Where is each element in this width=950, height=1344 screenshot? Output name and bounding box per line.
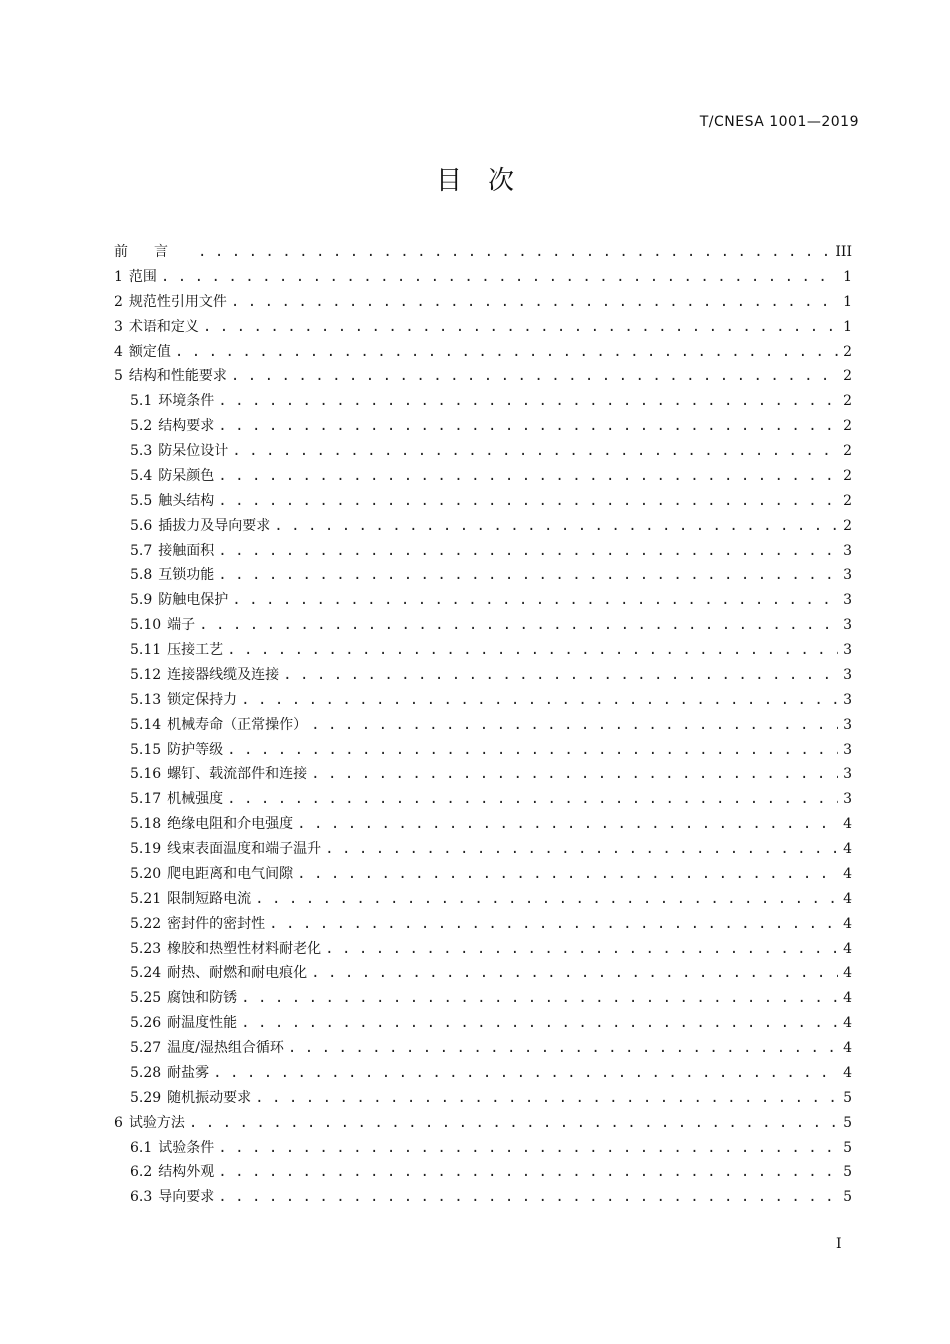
toc-entry[interactable]: [114, 1011, 852, 1036]
toc-entry-number: 5.24: [130, 965, 162, 982]
toc-entry[interactable]: [114, 1036, 852, 1061]
toc-entry-page: 2: [843, 443, 852, 459]
toc-entry[interactable]: [114, 290, 852, 315]
toc-entry-page: 1: [843, 318, 852, 335]
toc-entry[interactable]: [114, 663, 852, 688]
toc-entry-title: 环境条件: [158, 393, 215, 410]
dot-leader: [198, 240, 831, 265]
toc-entry-page: 4: [843, 915, 852, 932]
dot-leader: [241, 1011, 838, 1036]
toc-entry-number: 5.12: [130, 666, 162, 683]
toc-entry-page: 3: [843, 542, 852, 559]
toc-entry-title: 插拔力及导向要求: [158, 517, 271, 534]
toc-entry-title: 试验方法: [128, 1114, 185, 1131]
toc-entry-page: 1: [843, 293, 852, 310]
toc-entry-page: 4: [843, 965, 852, 982]
toc-entry[interactable]: [114, 389, 852, 414]
toc-entry-number: 1: [114, 268, 123, 285]
toc-entry-number: 5.14: [130, 716, 162, 733]
toc-entry-title: 规范性引用文件: [128, 293, 227, 310]
dot-leader: [274, 514, 838, 539]
page-number: I: [836, 1236, 842, 1252]
dot-leader: [218, 1160, 838, 1185]
toc-entry[interactable]: [114, 240, 852, 265]
toc-entry-title: 橡胶和热塑性材料耐老化: [167, 940, 322, 957]
toc-title: 目次: [435, 166, 540, 196]
toc-entry[interactable]: [114, 1136, 852, 1161]
dot-leader: [255, 887, 838, 912]
toc-entry-title: 范围: [128, 268, 157, 285]
toc-entry-title: 腐蚀和防锈: [167, 990, 238, 1007]
dot-leader: [189, 1111, 838, 1136]
dot-leader: [297, 812, 838, 837]
toc-entry-page: 3: [843, 741, 852, 758]
toc-entry[interactable]: [114, 539, 852, 564]
toc-entry-number: 5.25: [130, 990, 162, 1007]
toc-entry[interactable]: [114, 563, 852, 588]
toc-entry-page: 4: [843, 890, 852, 907]
toc-entry-number: 5.18: [130, 816, 162, 833]
toc-entry-title: 触头结构: [158, 492, 215, 509]
toc-entry-page: 4: [843, 841, 852, 857]
dot-leader: [297, 862, 838, 887]
toc-entry-number: 4: [114, 343, 123, 360]
dot-leader: [199, 613, 838, 638]
dot-leader: [218, 1136, 838, 1161]
toc-entry[interactable]: [114, 1086, 852, 1111]
toc-entry-title: 耐温度性能: [167, 1015, 238, 1032]
toc-entry-number: 5.23: [130, 940, 162, 957]
dot-leader: [227, 738, 838, 763]
toc-entry-number: 5.10: [130, 617, 162, 634]
dot-leader: [232, 439, 838, 464]
toc-entry[interactable]: [114, 588, 852, 613]
toc-entry-title: 接触面积: [158, 542, 215, 559]
dot-leader: [218, 563, 838, 588]
toc-entry-title: 结构外观: [158, 1164, 215, 1181]
dot-leader: [203, 315, 838, 340]
toc-entry-title: 绝缘电阻和介电强度: [167, 816, 294, 833]
toc-entry-number: 5.28: [130, 1064, 162, 1081]
toc-entry[interactable]: [114, 1160, 852, 1185]
toc-entry[interactable]: [114, 1185, 852, 1210]
toc-entry-title: 前言: [114, 244, 194, 260]
toc-entry-title: 额定值: [128, 343, 171, 360]
toc-entry-page: 3: [843, 617, 852, 634]
toc-entry-page: 3: [843, 567, 852, 584]
toc-entry-page: III: [835, 244, 852, 260]
toc-entry-page: 2: [843, 368, 852, 385]
toc-entry-number: 5.16: [130, 766, 162, 783]
toc-entry-number: 6.2: [130, 1164, 153, 1181]
toc-entry[interactable]: [114, 787, 852, 812]
dot-leader: [269, 912, 838, 937]
toc-entry[interactable]: [114, 265, 852, 290]
toc-entry-page: 2: [843, 492, 852, 509]
toc-entry-number: 5.5: [130, 492, 153, 509]
toc-entry-title: 螺钉、载流部件和连接: [167, 766, 308, 783]
toc-entry-title: 防护等级: [167, 741, 224, 758]
toc-entry-page: 4: [843, 1015, 852, 1032]
toc-entry-page: 5: [843, 1164, 852, 1181]
toc-entry-page: 5: [843, 1189, 852, 1206]
toc-entry-page: 4: [843, 816, 852, 833]
toc-entry-page: 3: [843, 691, 852, 708]
toc-entry-title: 温度/湿热组合循环: [167, 1040, 284, 1056]
toc-entry-title: 试验条件: [158, 1139, 215, 1156]
toc-entry-title: 结构和性能要求: [128, 368, 227, 385]
toc-entry-number: 5.26: [130, 1015, 162, 1032]
toc-entry-title: 随机振动要求: [167, 1089, 252, 1106]
toc-entry-number: 3: [114, 318, 123, 335]
toc-entry-number: 5.20: [130, 865, 162, 882]
toc-entry-number: 2: [114, 293, 123, 310]
toc-entry-title: 防呆位设计: [158, 443, 229, 459]
toc-entry-number: 6.1: [130, 1139, 153, 1156]
toc-entry-page: 4: [843, 940, 852, 957]
toc-entry-page: 5: [843, 1139, 852, 1156]
dot-leader: [218, 1185, 838, 1210]
toc-entry-title: 机械寿命（正常操作）: [167, 716, 308, 733]
toc-entry-number: 5.22: [130, 915, 162, 932]
toc-entry-title: 导向要求: [158, 1189, 215, 1206]
dot-leader: [213, 1061, 838, 1086]
toc-entry[interactable]: [114, 340, 852, 365]
toc-entry-number: 6: [114, 1114, 123, 1131]
dot-leader: [325, 837, 838, 862]
toc-entry-title: 耐盐雾: [167, 1064, 210, 1081]
toc-entry-page: 2: [843, 393, 852, 410]
toc-entry-number: 5.27: [130, 1040, 162, 1056]
toc-entry-number: 5.15: [130, 741, 162, 758]
toc-entry[interactable]: [114, 364, 852, 389]
toc-entry-number: 5.2: [130, 418, 153, 435]
toc-entry-number: 5.17: [130, 791, 162, 808]
toc-entry-number: 5.9: [130, 592, 153, 609]
toc-entry[interactable]: [114, 1111, 852, 1136]
toc-entry-number: 5.11: [130, 642, 162, 658]
dot-leader: [232, 588, 838, 613]
toc-entry-page: 3: [843, 642, 852, 658]
toc-entry-page: 1: [843, 268, 852, 285]
dot-leader: [255, 1086, 838, 1111]
dot-leader: [218, 489, 838, 514]
toc-entry-title: 耐热、耐燃和耐电痕化: [167, 965, 308, 982]
toc-entry-page: 3: [843, 766, 852, 783]
toc-entry[interactable]: [114, 762, 852, 787]
dot-leader: [218, 389, 838, 414]
toc-entry[interactable]: [114, 887, 852, 912]
toc-entry-page: 3: [843, 716, 852, 733]
toc-entry-number: 5.13: [130, 691, 162, 708]
dot-leader: [227, 638, 838, 663]
toc-entry[interactable]: [114, 489, 852, 514]
toc-entry[interactable]: [114, 514, 852, 539]
toc-entry-title: 结构要求: [158, 418, 215, 435]
dot-leader: [325, 937, 838, 962]
toc-entry-page: 2: [843, 418, 852, 435]
dot-leader: [311, 961, 838, 986]
toc-entry[interactable]: [114, 986, 852, 1011]
toc-entry-page: 5: [843, 1114, 852, 1131]
dot-leader: [227, 787, 838, 812]
document-id: T/CNESA 1001—2019: [699, 114, 859, 130]
toc-entry-page: 4: [843, 865, 852, 882]
dot-leader: [311, 713, 838, 738]
toc-entry[interactable]: [114, 812, 852, 837]
toc-entry-number: 5.19: [130, 841, 162, 857]
toc-entry-number: 5.3: [130, 443, 153, 459]
toc-entry[interactable]: [114, 862, 852, 887]
toc-entry-page: 4: [843, 990, 852, 1007]
toc-entry-page: 5: [843, 1089, 852, 1106]
dot-leader: [231, 290, 838, 315]
dot-leader: [241, 986, 838, 1011]
toc-entry[interactable]: [114, 439, 852, 464]
toc-entry[interactable]: [114, 912, 852, 937]
toc-entry-title: 机械强度: [167, 791, 224, 808]
dot-leader: [288, 1036, 838, 1061]
toc-entry-page: 3: [843, 666, 852, 683]
dot-leader: [218, 464, 838, 489]
toc-entry[interactable]: [114, 464, 852, 489]
toc-entry[interactable]: [114, 688, 852, 713]
dot-leader: [161, 265, 838, 290]
toc-entry-number: 5.29: [130, 1089, 162, 1106]
dot-leader: [311, 762, 838, 787]
toc-entry-page: 4: [843, 1040, 852, 1056]
toc-entry[interactable]: [114, 713, 852, 738]
toc-entry-title: 线束表面温度和端子温升: [167, 841, 322, 857]
toc-entry-number: 5.6: [130, 517, 153, 534]
toc-entry[interactable]: [114, 961, 852, 986]
toc-entry-title: 互锁功能: [158, 567, 215, 584]
toc-entry-number: 5.4: [130, 467, 153, 484]
dot-leader: [241, 688, 838, 713]
toc-entry-number: 5: [114, 368, 123, 385]
toc-entry-title: 防呆颜色: [158, 467, 215, 484]
toc-entry[interactable]: [114, 738, 852, 763]
toc-entry-page: 3: [843, 791, 852, 808]
toc-entry[interactable]: [114, 937, 852, 962]
toc-entry-number: 6.3: [130, 1189, 153, 1206]
toc-entry-page: 2: [843, 343, 852, 360]
toc-entry-number: 5.8: [130, 567, 153, 584]
toc-entry[interactable]: [114, 638, 852, 663]
toc-entry[interactable]: [114, 414, 852, 439]
dot-leader: [231, 364, 838, 389]
toc-entry-page: 3: [843, 592, 852, 609]
dot-leader: [283, 663, 838, 688]
dot-leader: [175, 340, 838, 365]
toc-entry-title: 限制短路电流: [167, 890, 252, 907]
toc-entry-title: 爬电距离和电气间隙: [167, 865, 294, 882]
toc-entry-title: 术语和定义: [128, 318, 199, 335]
toc-entry-title: 密封件的密封性: [167, 915, 266, 932]
toc-entry-title: 锁定保持力: [167, 691, 238, 708]
dot-leader: [218, 414, 838, 439]
toc-entry[interactable]: [114, 315, 852, 340]
toc-entry-title: 连接器线缆及连接: [167, 666, 280, 683]
toc-entry-page: 2: [843, 517, 852, 534]
toc-entry-title: 防触电保护: [158, 592, 229, 609]
toc-entry-title: 端子: [167, 617, 196, 634]
toc-entry[interactable]: [114, 613, 852, 638]
toc-entry-title: 压接工艺: [167, 642, 224, 658]
toc-entry[interactable]: [114, 1061, 852, 1086]
toc-entry-page: 4: [843, 1064, 852, 1081]
toc-entry-page: 2: [843, 467, 852, 484]
dot-leader: [218, 539, 838, 564]
toc-entry-number: 5.21: [130, 890, 162, 907]
toc-entry-number: 5.1: [130, 393, 153, 410]
table-of-contents: [114, 240, 852, 1210]
toc-entry[interactable]: [114, 837, 852, 862]
toc-entry-number: 5.7: [130, 542, 153, 559]
